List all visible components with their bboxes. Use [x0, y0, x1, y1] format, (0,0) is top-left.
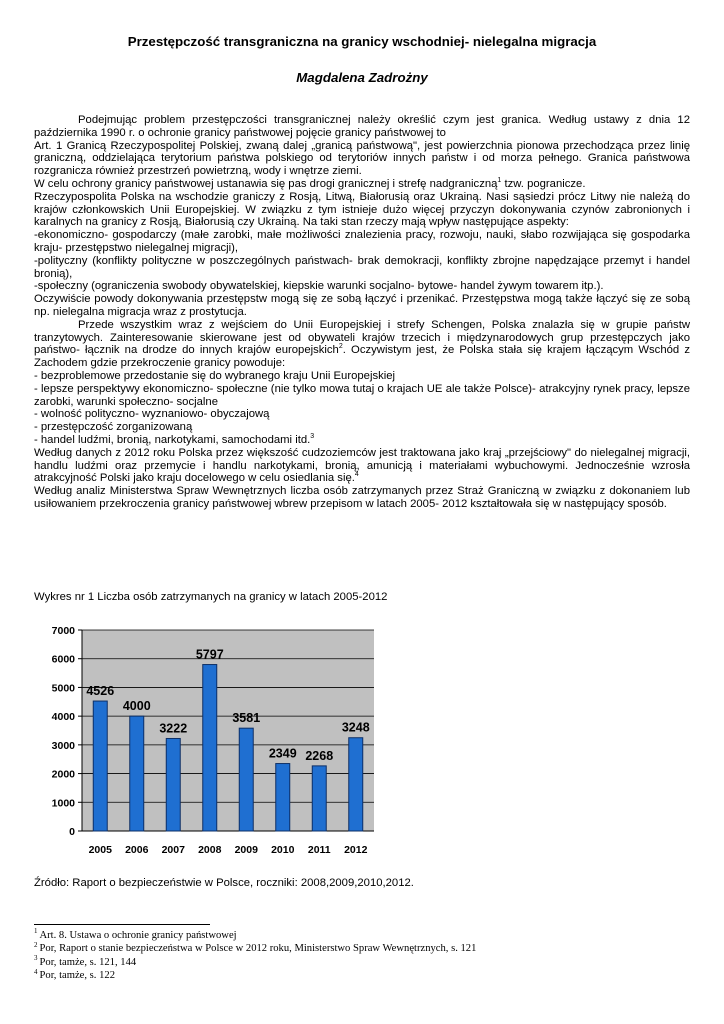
paragraph-motives: Oczywiście powody dokonywania przestępstw mogą się ze sobą łączyć i przenikać. Przestępstwa mogą także łączyć się ze sobą np. nielegalna migracja wraz z prostytucja.: [34, 293, 690, 318]
paragraph-intro: Podejmując problem przestępczości transgranicznej należy określić czym jest granica. Według ustawy z dnia 12 października 1990 r. o ochronie granicy państwowej pojęcie granicy państwowej to: [34, 114, 690, 139]
author-name: Magdalena Zadrożny: [296, 70, 428, 85]
paper-title: Przestępczość transgraniczna na granicy wschodniej- nielegalna migracja: [127, 34, 597, 49]
y-tick-label: 6000: [51, 653, 75, 666]
footnote-number: 3: [34, 954, 38, 963]
data-label-2005: 4526: [86, 684, 115, 699]
bar-2011: [312, 766, 326, 831]
footnote-4: [34, 969, 684, 982]
footnote-ref-3[interactable]: 3: [310, 433, 315, 441]
footnote-ref-2[interactable]: 2: [338, 343, 343, 351]
data-label-2010: 2349: [268, 746, 297, 761]
data-label-2007: 3222: [159, 721, 188, 736]
y-tick-label: 1000: [51, 797, 75, 810]
paragraph-2012-data: [34, 447, 690, 485]
y-tick-label: 0: [69, 826, 75, 838]
data-label-2006: 4000: [122, 699, 151, 714]
chart-source-note: Źródło: Raport o bezpieczeństwie w Polsce, roczniki: 2008,2009,2010,2012.: [34, 877, 414, 889]
paragraph-neighbours: Rzeczypospolita Polska na wschodzie graniczy z Rosją, Litwą, Białorusią oraz Ukrainą. Nasi sąsiedzi prócz Litwy nie należą do krajów członkowskich Unii Europejskiej. W związku z tym istnieje dużo więcej przyczyn dokonywania czynów zabronionych i karalnych na granicy z Rosją, Białorusią czy Ukrainą. Na taki stan rzeczy mają wpływ następujące aspekty:: [34, 190, 690, 229]
footnote-ref-1[interactable]: 1: [497, 177, 502, 185]
y-tick-label: 2000: [51, 768, 75, 781]
x-tick-label: 2009: [234, 844, 258, 856]
bar-2006: [130, 716, 144, 831]
list-item-trafficking: [34, 434, 690, 447]
x-tick-label: 2011: [307, 844, 331, 856]
list-item-freedom: - wolność polityczno- wyznaniowo- obyczajową: [34, 408, 270, 421]
paragraph-text: Przede wszystkim wraz z wejściem do Unii Europejskiej i strefy Schengen, Polska znalazła się w grupie państw tranzytowych. Zainteresowanie skierowane jest od obywateli krajów trzecich i międzynarodowych grup przestępczych jako państwo- łącznik na drodze do innych krajów europejskich: [34, 318, 690, 357]
y-tick-label: 3000: [51, 739, 75, 752]
footnote-text: Por, tamże, s. 121, 144: [39, 956, 137, 968]
bar-2005: [93, 701, 107, 831]
footnote-2: [34, 942, 684, 955]
bar-2012: [349, 738, 363, 831]
x-tick-label: 2008: [198, 844, 222, 856]
x-tick-label: 2005: [88, 844, 112, 856]
paragraph-article-quote: Art. 1 Granicą Rzeczypospolitej Polskiej, zwaną dalej „granicą państwową", jest powierzchnia pionowa przechodząca przez linię graniczną, oddzielająca terytorium państwa polskiego od terytoriów innych państw i od morza pełnego. Granica państwowa rozgranicza również przestrzeń powietrzną, wody i wnętrze ziemi.: [34, 139, 690, 178]
footnote-text: Art. 8. Ustawa o ochronie granicy państwowej: [39, 930, 237, 941]
plot-area: [82, 630, 374, 831]
footnote-number: 2: [34, 940, 38, 949]
footnote-ref-4[interactable]: 4: [354, 471, 359, 479]
paragraph-text: - handel ludźmi, bronią, narkotykami, samochodami itd.: [34, 433, 311, 446]
data-label-2012: 3248: [341, 720, 370, 735]
bar-2007: [166, 738, 180, 831]
paragraph-text: tzw. pogranicze.: [501, 177, 586, 190]
paragraph-text: . Oczywistym jest, że Polska stała się krajem łączącym Wschód z Zachodem gdzie przekroczenie granicy powoduje:: [34, 344, 690, 370]
paragraph-border-zone: [34, 178, 690, 191]
x-tick-label: 2007: [161, 844, 185, 856]
footnote-3: [34, 956, 684, 969]
footnote-text: Por, Raport o stanie bezpieczeństwa w Polsce w 2012 roku, Ministerstwo Spraw Wewnętrznych, s. 121: [39, 943, 477, 955]
footnote-1: [34, 929, 684, 942]
list-item-economic: -ekonomiczno- gospodarczy (małe zarobki, małe możliwości znalezienia pracy, rozwoju, nauki, słabo rozwijająca się gospodarka kraju- przestępstwo nielegalnej migracji),: [34, 229, 690, 254]
y-tick-label: 5000: [51, 682, 75, 695]
y-tick-label: 7000: [51, 625, 75, 637]
footnote-number: 1: [34, 927, 38, 936]
data-label-2011: 2268: [305, 748, 334, 763]
bar-2009: [239, 728, 253, 831]
footnote-separator: [34, 924, 210, 925]
paragraph-ministry-analysis: Według analiz Ministerstwa Spraw Wewnętrznych liczba osób zatrzymanych przez Straż Graniczną w związku z dokonaniem lub usiłowaniem przekroczenia granicy państwowej wbrew przepisom w latach 2005- 2012 kształtowała się w następujący sposób.: [34, 485, 690, 510]
chart-canvas: [34, 618, 380, 862]
y-tick-label: 4000: [51, 711, 75, 724]
paragraph-text: Według danych z 2012 roku Polska przez większość cudzoziemców jest traktowana jako kraj „przejściowy" do nielegalnej migracji, handlu ludźmi oraz przemycie i handlu narkotykami, bronią, amunicją i materiałami wybuchowymi. Jednocześnie wzrosła atrakcyjność Polski jako kraju docelowego w celu osiedlania się.: [34, 446, 690, 485]
list-item-organized-crime: - przestępczość zorganizowaną: [34, 421, 193, 434]
list-item-social: -społeczny (ograniczenia swobody obywatelskiej, kiepskie warunki socjalno- bytowe- handel żywym towarem itp.).: [34, 280, 604, 293]
chart-caption: Wykres nr 1 Liczba osób zatrzymanych na granicy w latach 2005-2012: [34, 591, 388, 603]
list-item-political: -polityczny (konflikty polityczne w poszczególnych państwach- brak demokracji, konflikty zbrojne napędzające przemyt i handel bronią),: [34, 254, 690, 280]
x-tick-label: 2006: [125, 844, 149, 856]
data-label-2009: 3581: [232, 711, 261, 726]
footnote-text: Por, tamże, s. 122: [39, 970, 115, 982]
article-body: [34, 114, 690, 511]
list-item-eu-access: - bezproblemowe przedostanie się do wybranego kraju Unii Europejskiej: [34, 369, 396, 382]
list-item-perspectives: - lepsze perspektywy ekonomiczno- społeczne (nie tylko mowa tutaj o krajach UE ale także Polsce)- atrakcyjny rynek pracy, lepsze zarobki, warunki społeczno- socjalne: [34, 382, 690, 408]
bar-2008: [203, 665, 217, 831]
footnote-number: 4: [34, 967, 38, 976]
detentions-bar-chart: [34, 618, 380, 862]
footnotes: [34, 929, 684, 983]
data-label-2008: 5797: [195, 647, 224, 662]
x-tick-label: 2010: [271, 844, 295, 856]
x-tick-label: 2012: [344, 844, 368, 856]
paragraph-transit: [34, 319, 690, 370]
bar-2010: [276, 764, 290, 831]
paragraph-text: W celu ochrony granicy państwowej ustanawia się pas drogi granicznej i strefę nadgraniczną: [34, 177, 498, 190]
